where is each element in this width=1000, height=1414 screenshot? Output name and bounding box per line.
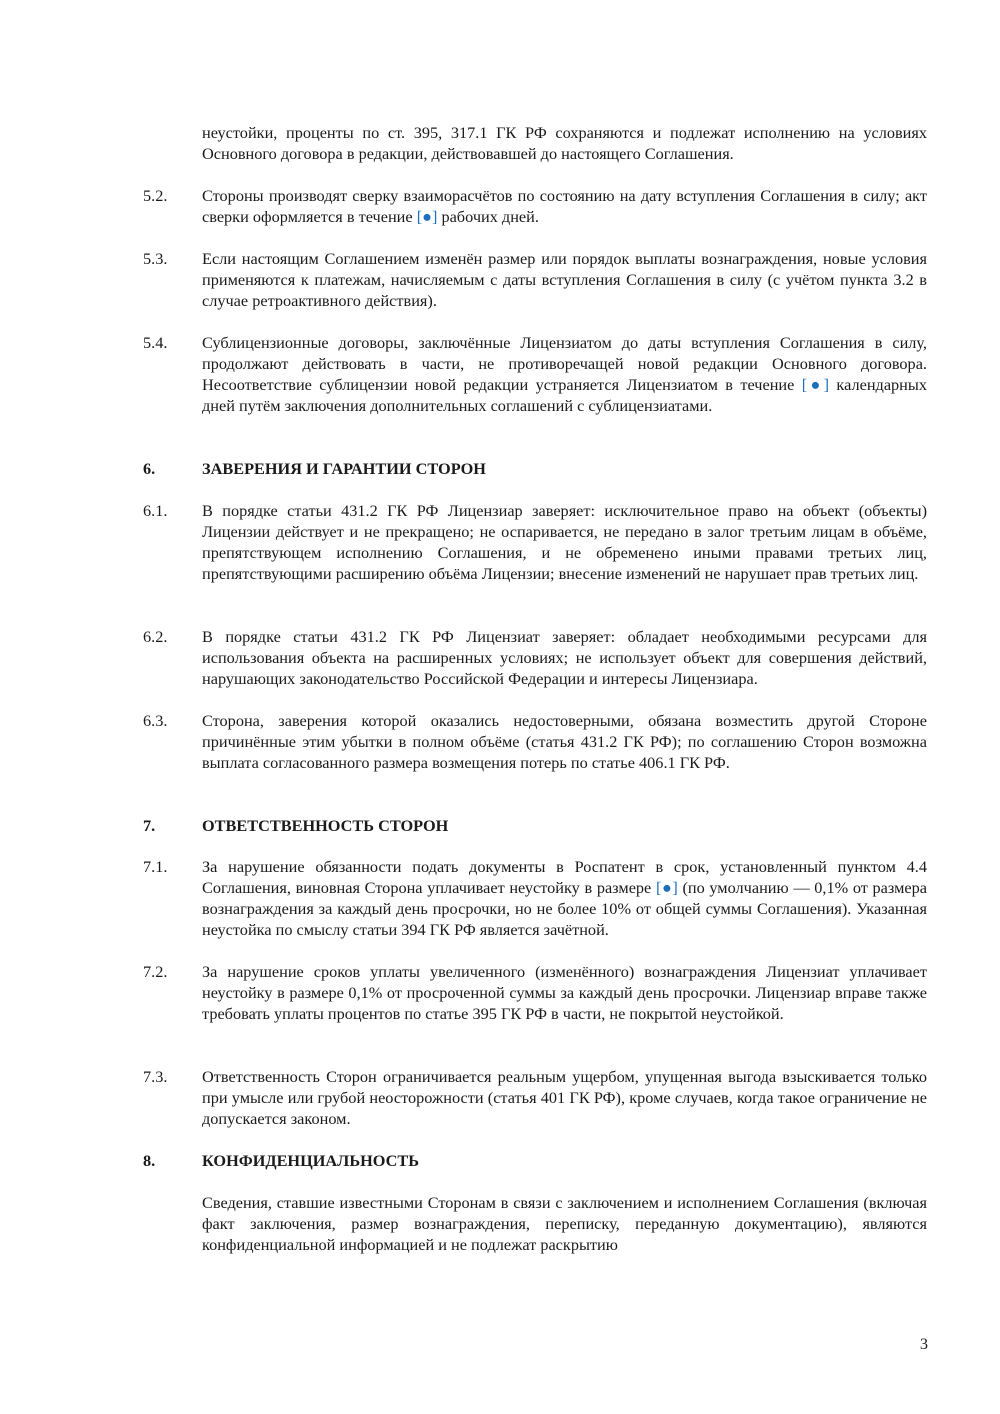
section-title: ОТВЕТСТВЕННОСТЬ СТОРОН <box>202 816 449 835</box>
paragraph-text: неустойки, проценты по ст. 395, 317.1 ГК РФ сохраняются и подлежат исполнению на условиях Основного договора в редакции, действовавшей до настоящего Соглашения. <box>202 123 927 163</box>
clause-7-3 <box>143 1066 927 1129</box>
placeholder-mark: [●] <box>416 207 438 226</box>
clause-number: 7.2. <box>143 962 168 981</box>
section-heading-7 <box>143 815 927 836</box>
clause-number: 6.1. <box>143 501 168 520</box>
clause-text: Если настоящим Соглашением изменён размер или порядок выплаты вознаграждения, новые условия применяются к платежам, начисляемым с даты вступления Соглашения в силу (с учётом пункта 3.2 в случае ретроактивного действия). <box>202 249 927 310</box>
clause-number: 7.3. <box>143 1067 168 1086</box>
clause-text: Стороны производят сверку взаиморасчётов по состоянию на дату вступления Соглашения в силу; акт сверки оформляется в течение [●] рабочих дней. <box>202 186 927 226</box>
clause-7-2 <box>143 961 927 1024</box>
clause-number: 5.2. <box>143 186 168 205</box>
clause-6-2 <box>143 626 927 689</box>
clause-5-3 <box>143 248 927 311</box>
clause-text: За нарушение обязанности подать документы в Роспатент в срок, установленный пунктом 4.4 Соглашения, виновная Сторона уплачивает неустойку в размере [●] (по умолчанию — 0,1% от размера вознаграждения за каждый день просрочки, но не более 10% от общей суммы Соглашения). Указанная неустойка по смыслу статьи 394 ГК РФ является зачётной. <box>202 857 927 939</box>
section-8-paragraph <box>143 1192 927 1255</box>
clause-5-2 <box>143 185 927 227</box>
clause-5-4 <box>143 332 927 416</box>
section-number: 7. <box>143 816 156 835</box>
section-title: ЗАВЕРЕНИЯ И ГАРАНТИИ СТОРОН <box>202 459 486 478</box>
clause-6-3 <box>143 710 927 773</box>
section-number: 6. <box>143 459 156 478</box>
clause-6-1 <box>143 500 927 584</box>
clause-number: 6.3. <box>143 711 168 730</box>
clause-text: Сторона, заверения которой оказались недостоверными, обязана возместить другой Стороне причинённые этим убытки в полном объёме (статья 431.2 ГК РФ); по соглашению Сторон возможна выплата согласованного размера возмещения потерь по статье 406.1 ГК РФ. <box>202 711 927 772</box>
page-number: 3 <box>919 1334 928 1353</box>
section-number: 8. <box>143 1151 156 1170</box>
section-title: КОНФИДЕНЦИАЛЬНОСТЬ <box>202 1151 419 1170</box>
clause-text: В порядке статьи 431.2 ГК РФ Лицензиат заверяет: обладает необходимыми ресурсами для использования объекта на расширенных условиях; не использует объект для совершения действий, нарушающих законодательство Российской Федерации и интересы Лицензиара. <box>202 627 927 688</box>
clause-text: Сублицензионные договоры, заключённые Лицензиатом до даты вступления Соглашения в силу, продолжают действовать в части, не противоречащей новой редакции Основного договора. Несоответствие сублицензии новой редакции устраняется Лицензиатом в течение [●] календарных дней путём заключения дополнительных соглашений с сублицензиатами. <box>202 333 927 415</box>
clause-text: Ответственность Сторон ограничивается реальным ущербом, упущенная выгода взыскивается только при умысле или грубой неосторожности (статья 401 ГК РФ), кроме случаев, когда такое ограничение не допускается законом. <box>202 1067 927 1128</box>
clause-number: 5.3. <box>143 249 168 268</box>
clause-text: В порядке статьи 431.2 ГК РФ Лицензиар заверяет: исключительное право на объект (объекты) Лицензии действует и не прекращено; не оспаривается, не передано в залог третьим лицам в объёме, препятствующем исполнению Соглашения, и не обременено иными правами третьих лиц, препятствующими расширению объёма Лицензии; внесение изменений не нарушает прав третьих лиц. <box>202 501 927 583</box>
placeholder-mark: [●] <box>801 375 830 394</box>
section-heading-6 <box>143 458 927 479</box>
clause-number: 7.1. <box>143 857 168 876</box>
clause-7-1 <box>143 856 927 940</box>
paragraph-5-1-continuation <box>143 122 927 164</box>
paragraph-text: Сведения, ставшие известными Сторонам в связи с заключением и исполнением Соглашения (включая факт заключения, размер вознаграждения, переписку, переданную документацию), являются конфиденциальной информацией и не подлежат раскрытию <box>202 1193 927 1254</box>
clause-number: 5.4. <box>143 333 168 352</box>
clause-number: 6.2. <box>143 627 168 646</box>
clause-text: За нарушение сроков уплаты увеличенного (изменённого) вознаграждения Лицензиат уплачивает неустойку в размере 0,1% от просроченной суммы за каждый день просрочки. Лицензиар вправе также требовать уплаты процентов по статье 395 ГК РФ в части, не покрытой неустойкой. <box>202 962 927 1023</box>
placeholder-mark: [●] <box>655 878 678 897</box>
section-heading-8 <box>143 1150 927 1171</box>
